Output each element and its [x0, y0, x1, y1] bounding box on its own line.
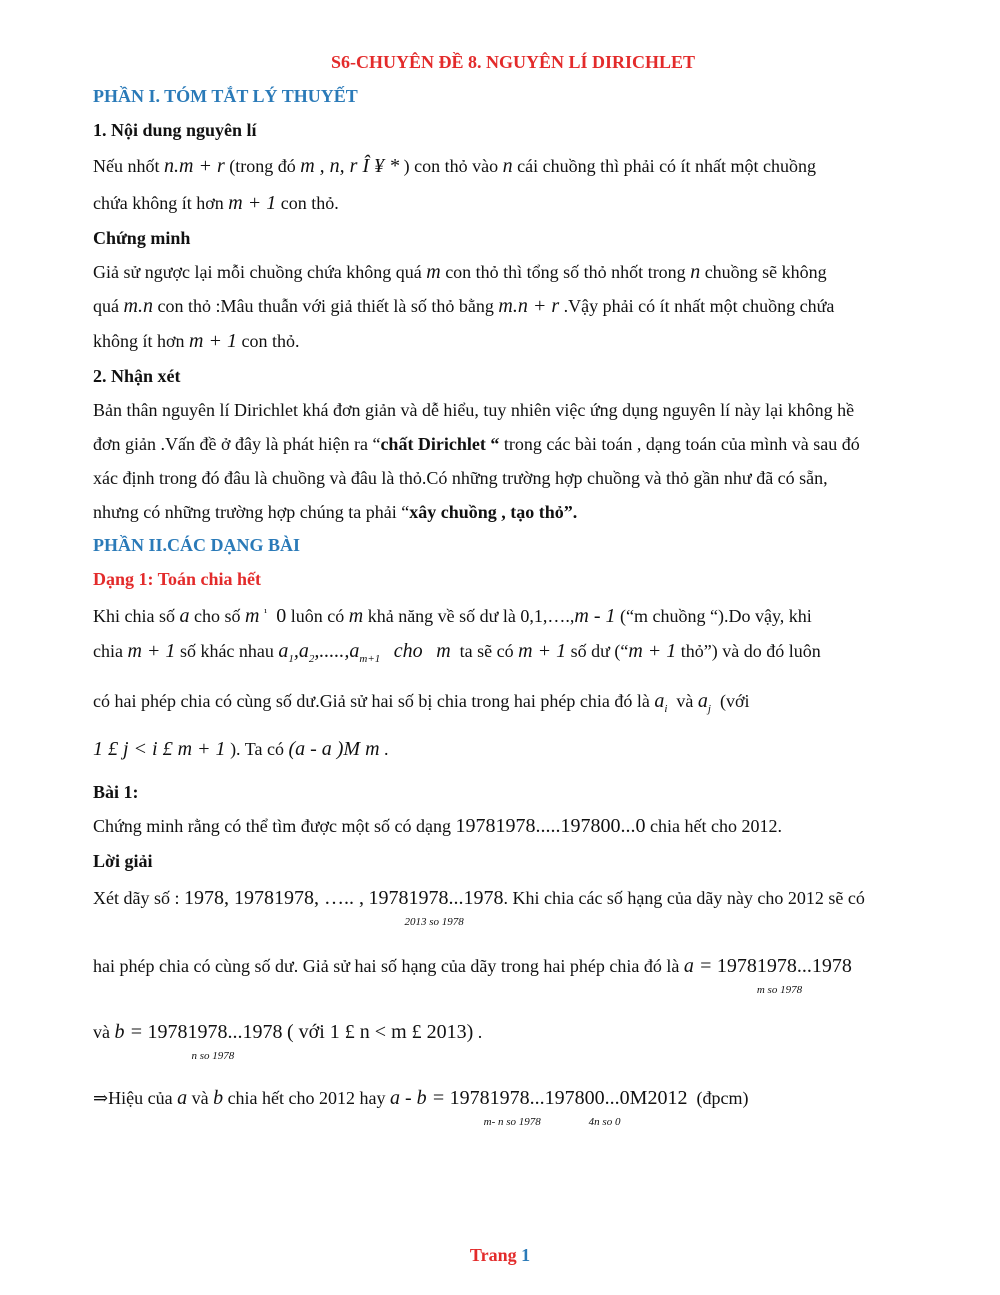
- text: chia hết cho 2012 hay: [227, 1088, 386, 1108]
- sequence-math: $a_1,a_2,.....,a_{m+1}$: [278, 640, 381, 665]
- page-footer: [0, 1245, 1000, 1266]
- math: 1 £ j < i £ m + 1: [93, 738, 226, 760]
- section2-heading: 2. Nhận xét: [93, 366, 181, 386]
- math: m - 1: [574, 605, 616, 627]
- underbrace-label: n so 1978: [191, 1050, 235, 1062]
- math: m + 1: [228, 192, 277, 214]
- text: quá: [93, 296, 119, 316]
- solution-heading: Lời giải: [93, 851, 153, 871]
- text: .: [384, 739, 389, 759]
- math: a: [177, 1087, 188, 1109]
- text: con thỏ thì tổng số thỏ nhốt trong: [445, 262, 686, 282]
- type1-line-1: [93, 601, 933, 628]
- proof-line-2: [93, 294, 933, 318]
- text: và: [676, 691, 694, 711]
- math: M2012: [629, 1087, 688, 1109]
- math: m.n + r: [498, 295, 560, 317]
- text: con thỏ.: [280, 193, 339, 213]
- text: cái chuồng thì phải có ít nhất một chuồng: [517, 156, 817, 176]
- math: (a - a )M m: [288, 738, 380, 760]
- math: n.m + r: [164, 155, 225, 177]
- text: ta sẽ có: [459, 641, 514, 661]
- math: a =: [683, 955, 713, 977]
- math: $a_i$: [654, 690, 668, 715]
- text: số khác nhau: [179, 641, 274, 661]
- math: m + 1: [628, 640, 677, 662]
- solution-line-2: [93, 954, 933, 996]
- text: chứa không ít hơn: [93, 193, 224, 213]
- text: (“m chuồng “).Do vậy, khi: [620, 606, 812, 626]
- section1-heading: 1. Nội dung nguyên lí: [93, 120, 257, 140]
- text: .Vậy phải có ít nhất một chuồng chứa: [563, 296, 835, 316]
- underbrace-label: m so 1978: [756, 984, 803, 996]
- math: m: [426, 261, 441, 283]
- remark-line-1: Bản thân nguyên lí Dirichlet khá đơn giản và dễ hiểu, tuy nhiên việc ứng dụng nguyên lí này lại không hề: [93, 400, 855, 420]
- problem1-statement: [93, 814, 933, 838]
- part1-heading: PHẦN I. TÓM TẮT LÝ THUYẾT: [93, 86, 358, 106]
- text: có hai phép chia có cùng số dư.Giả sử hai số bị chia trong hai phép chia đó là: [93, 691, 650, 711]
- document-title: S6-CHUYÊN ĐỀ 8. NGUYÊN LÍ DIRICHLET: [330, 52, 696, 72]
- text: cho số: [193, 606, 241, 626]
- text: chuồng sẽ không: [704, 262, 827, 282]
- underbrace-label: 2013 so 1978: [404, 916, 464, 928]
- math: m: [244, 605, 260, 627]
- math: a - b =: [390, 1087, 446, 1109]
- solution-line-4: [93, 1086, 933, 1128]
- text: (trong đó: [229, 156, 296, 176]
- math: 0: [276, 605, 287, 627]
- proof-line-1: [93, 260, 933, 284]
- math: 19781978.....197800...0: [455, 815, 646, 837]
- text: Nếu nhốt: [93, 156, 160, 176]
- text: (đpcm): [696, 1088, 749, 1108]
- text: trong các bài toán , dạng toán của mình và sau đó: [499, 434, 860, 454]
- text: và: [191, 1088, 209, 1108]
- text: Hiệu của: [108, 1088, 173, 1108]
- text: Chứng minh rằng có thể tìm được một số có dạng: [93, 816, 451, 836]
- math: m.n: [123, 295, 153, 317]
- math: m + 1: [127, 640, 176, 662]
- underbrace-zeros: 00...0 4n so 0: [584, 1087, 630, 1128]
- solution-line-1: [93, 886, 933, 928]
- text: ) con thỏ vào: [403, 156, 499, 176]
- underbrace-number: 19781978...1978 n so 1978: [147, 1021, 283, 1062]
- text: . Khi chia các số hạng của dãy này cho 2012 sẽ có: [503, 888, 865, 908]
- type1-line-3: [93, 689, 933, 721]
- problem1-heading: Bài 1:: [93, 782, 139, 802]
- type1-line-4: [93, 737, 933, 761]
- proof-heading: Chứng minh: [93, 228, 191, 248]
- math: ¹: [263, 607, 268, 619]
- math: ( với 1 £ n < m £ 2013): [287, 1021, 474, 1043]
- math: b: [213, 1087, 224, 1109]
- text: .: [477, 1022, 483, 1042]
- type1-line-2: [93, 639, 933, 671]
- type1-heading: Dạng 1: Toán chia hết: [93, 569, 262, 589]
- underbrace-label: m- n so 1978: [483, 1116, 541, 1128]
- text: khả năng về số dư là 0,1,….,: [367, 606, 575, 626]
- math: m + 1: [518, 640, 567, 662]
- text: con thỏ.: [241, 331, 300, 351]
- text: số dư (“: [570, 641, 629, 661]
- text: Giả sử ngược lại mỗi chuồng chứa không quá: [93, 262, 422, 282]
- remark-line-3: xác định trong đó đâu là chuồng và đâu là thỏ.Có những trường hợp chuồng và thỏ gần như đã có sẵn,: [93, 468, 828, 488]
- math: n: [690, 261, 701, 283]
- proof-line-3: [93, 329, 933, 353]
- text: và: [93, 1022, 110, 1042]
- text: nhưng có những trường hợp chúng ta phải “: [93, 502, 410, 522]
- text: chất Dirichlet “: [380, 434, 500, 454]
- underbrace-number: 19781978...1978 m- n so 1978: [449, 1087, 585, 1128]
- remark-line-2: [93, 432, 933, 456]
- remark-line-4: [93, 500, 933, 524]
- text: chia hết cho 2012.: [649, 816, 782, 836]
- math: 1978, 19781978, ….. ,: [183, 887, 364, 909]
- text: Xét dãy số :: [93, 888, 180, 908]
- math: m: [348, 605, 364, 627]
- math: a: [179, 605, 190, 627]
- text: ). Ta có: [230, 739, 284, 759]
- text: thỏ”) và do đó luôn: [680, 641, 821, 661]
- math: m: [436, 640, 451, 662]
- math: $a_j$: [697, 690, 711, 715]
- principle-line-1: [93, 154, 933, 178]
- text: đơn giản .Vấn đề ở đây là phát hiện ra “: [93, 434, 381, 454]
- text: hai phép chia có cùng số dư. Giả sử hai số hạng của dãy trong hai phép chia đó là: [93, 956, 680, 976]
- underbrace-number: 19781978...1978 m so 1978: [716, 955, 852, 996]
- math: m + 1: [189, 330, 237, 352]
- text: xây chuồng , tạo thỏ”.: [409, 502, 578, 522]
- implies-icon: ⇒: [93, 1088, 109, 1108]
- footer-label: Trang: [469, 1245, 517, 1265]
- math: cho: [393, 640, 423, 662]
- text: (với: [719, 691, 750, 711]
- text: luôn có: [290, 606, 345, 626]
- text: Khi chia số: [93, 606, 175, 626]
- underbrace-label: 4n so 0: [588, 1116, 621, 1128]
- text: con thỏ :Mâu thuẫn với giả thiết là số thỏ bằng: [157, 296, 494, 316]
- page-number: 1: [521, 1245, 531, 1265]
- solution-line-3: [93, 1020, 933, 1062]
- text: chia: [93, 641, 123, 661]
- part2-heading: PHẦN II.CÁC DẠNG BÀI: [93, 535, 301, 555]
- principle-line-2: [93, 191, 933, 215]
- text: không ít hơn: [93, 331, 185, 351]
- underbrace-number: 19781978...1978 2013 so 1978: [368, 887, 504, 928]
- math: m , n, r Î ¥ *: [300, 155, 400, 177]
- math: n: [502, 155, 513, 177]
- math: b =: [114, 1021, 143, 1043]
